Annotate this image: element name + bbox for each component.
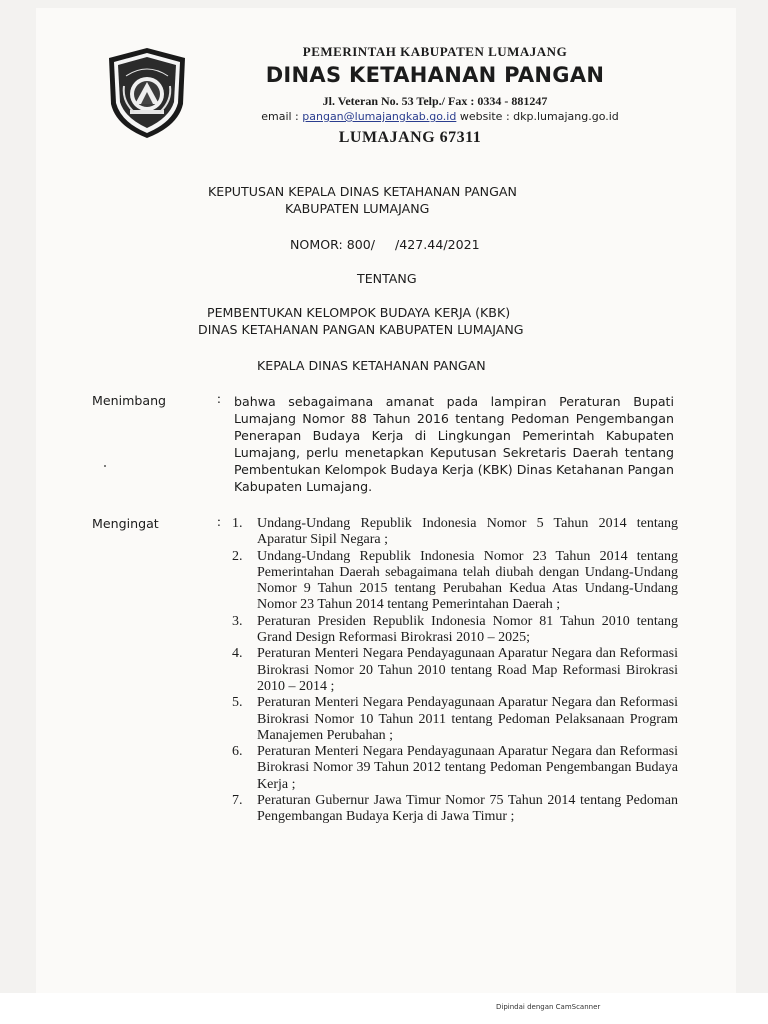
letterhead-government: PEMERINTAH KABUPATEN LUMAJANG	[302, 44, 568, 59]
list-item-text: Undang-Undang Republik Indonesia Nomor 23 Tahun 2014 tentang Pemerintahan Daerah sebagaimana telah diubah dengan Undang-Undang Nomor 9 Tahun 2015 tentang Perubahan Kedua Atas Undang-Undang Nomor 23 Tahun 2014 tentang Pemerintahan Daerah ;	[257, 548, 678, 613]
decree-about: TENTANG	[357, 271, 417, 286]
list-item	[232, 646, 678, 695]
list-item-number: 3.	[232, 613, 243, 629]
list-item-number: 7.	[232, 793, 243, 809]
letterhead-contact	[220, 110, 660, 123]
list-item-text: Peraturan Menteri Negara Pendayagunaan Aparatur Negara dan Reformasi Birokrasi Nomor 10 Tahun 2011 tentang Pedoman Pelaksanaan Program Manajemen Perubahan ;	[257, 695, 678, 743]
list-item	[232, 793, 678, 826]
decree-number: NOMOR: 800/ /427.44/2021	[290, 237, 480, 252]
website-label: website :	[456, 110, 514, 123]
document-page	[36, 8, 736, 993]
regency-emblem-logo	[106, 46, 188, 140]
list-item-number: 1.	[232, 516, 243, 531]
list-item-number: 4.	[232, 646, 243, 662]
list-item	[232, 614, 678, 647]
letterhead-agency: DINAS KETAHANAN PANGAN	[265, 63, 605, 87]
recalling-list	[232, 516, 678, 826]
list-item	[232, 516, 678, 549]
letterhead-address: Jl. Veteran No. 53 Telp./ Fax : 0334 - 881247	[322, 94, 548, 108]
decree-subject-line2: DINAS KETAHANAN PANGAN KABUPATEN LUMAJANG	[198, 322, 524, 337]
scanner-watermark: Dipindai dengan CamScanner	[496, 1003, 601, 1011]
email-link[interactable]: pangan@lumajangkab.go.id	[302, 110, 457, 123]
list-item-text: Peraturan Gubernur Jawa Timur Nomor 75 Tahun 2014 tentang Pedoman Pengembangan Budaya Kerja di Jawa Timur ;	[257, 793, 678, 825]
list-item-text: Undang-Undang Republik Indonesia Nomor 5 Tahun 2014 tentang Aparatur Sipil Negara ;	[257, 516, 678, 548]
website-link[interactable]: dkp.lumajang.go.id	[513, 110, 619, 123]
list-item-number: 2.	[232, 548, 243, 564]
list-item-text: Peraturan Menteri Negara Pendayagunaan Aparatur Negara dan Reformasi Birokrasi Nomor 39 Tahun 2012 tentang Pedoman Pengembangan Budaya Kerja ;	[257, 744, 678, 792]
scan-speck	[104, 465, 106, 467]
considering-text: bahwa sebagaimana amanat pada lampiran Peraturan Bupati Lumajang Nomor 88 Tahun 2016 tentang Pedoman Pengembangan Penerapan Budaya Kerja di Lingkungan Pemerintah Kabupaten Lumajang, perlu menetapkan Keputusan Sekretaris Daerah tentang Pembentukan Kelompok Budaya Kerja (KBK) Dinas Ketahanan Pangan Kabupaten Lumajang.	[234, 394, 674, 494]
list-item-number: 5.	[232, 695, 243, 711]
footer-strip	[0, 993, 768, 1024]
decree-issuer: KEPALA DINAS KETAHANAN PANGAN	[257, 358, 486, 373]
considering-label: Menimbang	[92, 393, 167, 408]
recalling-label: Mengingat	[92, 516, 159, 531]
decree-title-line1: KEPUTUSAN KEPALA DINAS KETAHANAN PANGAN	[208, 184, 517, 199]
decree-title-line2: KABUPATEN LUMAJANG	[285, 201, 430, 216]
list-item-text: Peraturan Menteri Negara Pendayagunaan Aparatur Negara dan Reformasi Birokrasi Nomor 20 Tahun 2010 tentang Road Map Reformasi Birokrasi 2010 – 2014 ;	[257, 646, 678, 694]
email-label: email :	[261, 110, 303, 123]
list-item	[232, 549, 678, 614]
recalling-colon: :	[217, 515, 221, 530]
list-item	[232, 695, 678, 744]
considering-colon: :	[217, 392, 221, 407]
decree-subject-line1: PEMBENTUKAN KELOMPOK BUDAYA KERJA (KBK)	[207, 305, 511, 320]
list-item-number: 6.	[232, 744, 243, 760]
letterhead-city: LUMAJANG 67311	[338, 129, 482, 146]
list-item	[232, 744, 678, 793]
list-item-text: Peraturan Presiden Republik Indonesia Nomor 81 Tahun 2010 tentang Grand Design Reformasi Birokrasi 2010 – 2025;	[257, 613, 678, 646]
